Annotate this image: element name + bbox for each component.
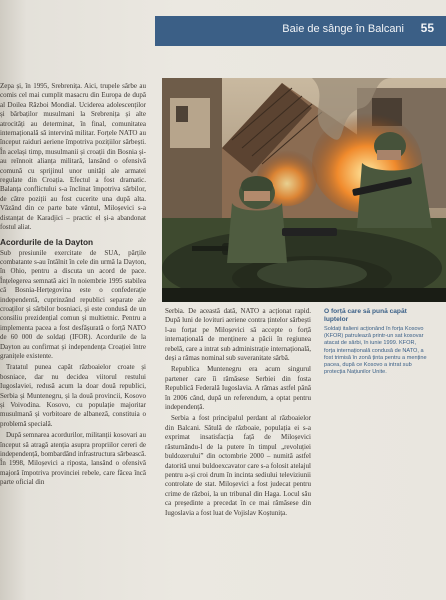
body-paragraph: Tratatul punea capăt războaielor croate și bosniace, dar nu decidea viitorul restului Iugoslaviei, redusă acum la doar două republici, Serbia și Muntenegru, și la două provincii, Kosovo și Voivodina. Kosovo, cu populație majoritar musulmană și vorbitoare de albaneză, constituia o problemă specială. (0, 363, 146, 428)
body-paragraph: Serbia a fost principalul perdant al războaielor din Balcani. Sătulă de războaie, populația ei s-a exprimat insatisfacția față de Miloșevici răsturnându-l de la putere în timpul „revoluției buldozerului” din octombrie 2000 – numită astfel datorită unui buldoexcavator care s-a folosit atelajul pentru a-și croi drum în incinta sediului televiziunii controlate de stat. Miloșevici a fost judecat pentru crime de război, la un tribunal din Haga. Locul său ca președinte a precedat în ce mai rămăsese din Iugoslavia a fost luat de Vojislav Koștunița. (165, 414, 311, 517)
page-number: 55 (420, 21, 434, 35)
middle-text-column (165, 307, 311, 520)
left-text-column (0, 82, 146, 490)
body-paragraph: Sub presiunile exercitate de SUA, părțile combatante s-au întâlnit în cele din urmă la Dayton, în Ohio, pentru a discuta un acord de pace. Înțelegerea semnată aici în noiembrie 1995 stabilea că Bosnia-Herțegovina este o confederație independentă, cuprinzând republici separate ale croaților și sârbilor bosniaci, și este condusă de un consiliu prezidențial comun și multietnic. Pentru a implementa pacea a fost desfășurată o forță NATO de 60 000 de soldați (IFOR). Acordurile de la Dayton au confirmat și independența Croației între granițele existente. (0, 248, 146, 360)
section-subheading: Acordurile de la Dayton (0, 236, 94, 247)
page-header (155, 16, 446, 46)
photo-caption (324, 308, 428, 376)
photo-illustration (162, 78, 446, 302)
body-paragraph: Serbia. De această dată, NATO a acționat rapid. După luni de lovituri aeriene contra țintelor sârbești l-au forțat pe Miloșevici să accepte o forță internațională de menținere a păcii în regiunea rebelă, care a intrat sub administrație internațională, deși a rămas nominal sub suveranitate sârbă. (165, 307, 311, 363)
news-photo (162, 78, 446, 302)
body-paragraph: Zepa și, în 1995, Srebrenița. Aici, trupele sârbe au comis cel mai cumplit masacru din Europa de după al Doilea Război Mondial. Uciderea adolescenților și bărbaților musulmani la Srebrenița și alte atrocități au determinat, în final, comunitatea internațională să intervină militar. Forțele NATO au început raiduri aeriene împotriva pozițiilor sârbești. În același timp, musulmanii și croații din Bosnia și-au reînnoit alianța militară, lansând o ofensivă comună cu sprijinul unor unități ale armatei regulate din Croația. Efectul a fost dramatic. Balanța conflictului s-a înclinat împotriva sârbilor, de către poziții au fost cucerite una după alta. Văzând din ce parte bate vântul, Miloșevici s-a distanțat de Karadjici – practic el și-a abandonat fostul aliat. (0, 82, 146, 232)
body-paragraph: După semnarea acordurilor, militanții kosovari au început să atragă atenția asupra propriilor cereri de independență, bombardând infrastructura sârbească. În 1998, Miloșevici a riposta, lansând o ofensivă majoră împotriva provinciei rebele, care făcea încă parte oficial din (0, 431, 146, 487)
caption-title: O forță care să pună capăt luptelor (324, 308, 407, 323)
caption-text: Soldați italieni acționând în forța Kosovo (KFOR) patrulează printr-un sat kosovar atacat de sârbi, în iunie 1999. KFOR, forța internațională condusă de NATO, a fost trimisă în zonă ținta pentru a menține pacea, după ce Kosovo a intrat sub protecția Națiunilor Unite. (324, 326, 427, 376)
running-title: Baie de sânge în Balcani (282, 23, 404, 35)
body-paragraph: Republica Muntenegru era acum singurul partener care îi rămăsese Serbiei din fosta Republică Federală Iugoslavia. A rămas astfel până în 2006 când, după un referendum, a optat pentru independență. (165, 365, 311, 412)
